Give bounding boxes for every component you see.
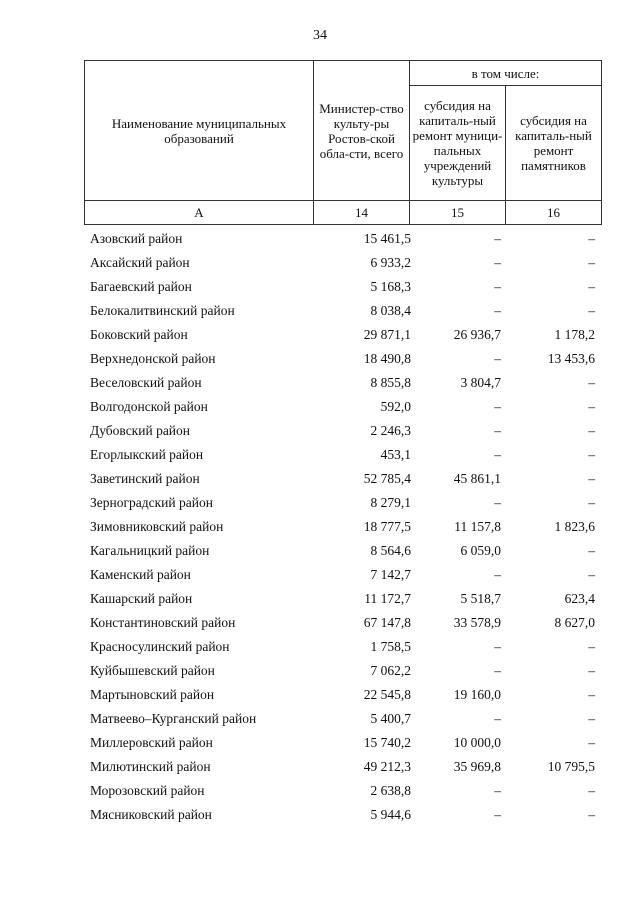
table-row: [84, 779, 601, 803]
row-name: Матвеево–Курганский район: [90, 711, 257, 726]
table-row: [84, 515, 601, 539]
row-name: Белокалитвинский район: [90, 303, 235, 318]
header-index-15: 15: [410, 201, 506, 225]
table-row: [84, 683, 601, 707]
cell-subsidy-institutions: 3 804,7: [460, 375, 501, 390]
cell-subsidy-monuments: –: [588, 687, 595, 702]
header-subsidy-monuments: субсидия на капиталь-ный ремонт памятников: [506, 86, 602, 201]
cell-ministry-total: 592,0: [380, 399, 411, 414]
table-row: [84, 539, 601, 563]
cell-ministry-total: 453,1: [380, 447, 411, 462]
table-row: [84, 323, 601, 347]
cell-subsidy-institutions: –: [494, 231, 501, 246]
table-row: [84, 635, 601, 659]
cell-ministry-total: 8 038,4: [370, 303, 411, 318]
cell-subsidy-monuments: –: [588, 807, 595, 822]
cell-subsidy-monuments: –: [588, 303, 595, 318]
cell-subsidy-institutions: –: [494, 303, 501, 318]
row-name: Азовский район: [90, 231, 183, 246]
cell-subsidy-institutions: –: [494, 423, 501, 438]
cell-subsidy-monuments: –: [588, 399, 595, 414]
table-row: [84, 299, 601, 323]
table-row: [84, 707, 601, 731]
row-name: Егорлыкский район: [90, 447, 204, 462]
cell-subsidy-institutions: 35 969,8: [453, 759, 501, 774]
row-name: Волгодонской район: [90, 399, 208, 414]
cell-subsidy-institutions: –: [494, 255, 501, 270]
cell-subsidy-institutions: –: [494, 351, 501, 366]
row-name: Верхнедонской район: [90, 351, 216, 366]
row-name: Дубовский район: [90, 423, 191, 438]
row-name: Кагальницкий район: [90, 543, 210, 558]
table-row: [84, 803, 601, 827]
table-row: [84, 395, 601, 419]
cell-subsidy-monuments: –: [588, 543, 595, 558]
row-name: Куйбышевский район: [90, 663, 215, 678]
cell-subsidy-monuments: 623,4: [564, 591, 595, 606]
row-name: Каменский район: [90, 567, 191, 582]
cell-subsidy-institutions: –: [494, 711, 501, 726]
row-name: Заветинский район: [90, 471, 200, 486]
cell-subsidy-monuments: 8 627,0: [554, 615, 595, 630]
cell-subsidy-monuments: –: [588, 711, 595, 726]
page-number: 34: [313, 28, 327, 43]
cell-ministry-total: 49 212,3: [363, 759, 411, 774]
cell-ministry-total: 11 172,7: [364, 591, 411, 606]
cell-subsidy-monuments: 10 795,5: [547, 759, 595, 774]
cell-ministry-total: 29 871,1: [363, 327, 411, 342]
row-name: Кашарский район: [90, 591, 193, 606]
header-ministry-column: Министер-ство культу-ры Ростов-ской обла-сти, всего: [314, 61, 410, 201]
cell-subsidy-monuments: –: [588, 567, 595, 582]
table-body: [84, 227, 601, 827]
cell-subsidy-monuments: –: [588, 639, 595, 654]
cell-subsidy-institutions: –: [494, 663, 501, 678]
cell-subsidy-institutions: 5 518,7: [460, 591, 501, 606]
row-name: Веселовский район: [90, 375, 202, 390]
table-row: [84, 611, 601, 635]
cell-subsidy-institutions: 26 936,7: [453, 327, 501, 342]
cell-subsidy-institutions: 6 059,0: [460, 543, 501, 558]
cell-ministry-total: 2 638,8: [370, 783, 411, 798]
row-name: Милютинский район: [90, 759, 211, 774]
row-name: Мартыновский район: [90, 687, 215, 702]
cell-ministry-total: 67 147,8: [363, 615, 411, 630]
cell-ministry-total: 18 777,5: [363, 519, 411, 534]
cell-ministry-total: 15 740,2: [363, 735, 411, 750]
row-name: Константиновский район: [90, 615, 236, 630]
cell-subsidy-monuments: –: [588, 447, 595, 462]
cell-subsidy-institutions: –: [494, 447, 501, 462]
row-name: Морозовский район: [90, 783, 205, 798]
row-name: Боковский район: [90, 327, 188, 342]
cell-ministry-total: 1 758,5: [370, 639, 411, 654]
cell-subsidy-monuments: –: [588, 279, 595, 294]
table-row: [84, 347, 601, 371]
row-name: Аксайский район: [90, 255, 190, 270]
cell-ministry-total: 5 168,3: [370, 279, 411, 294]
header-index-14: 14: [314, 201, 410, 225]
cell-ministry-total: 6 933,2: [370, 255, 411, 270]
cell-ministry-total: 8 564,6: [370, 543, 411, 558]
cell-ministry-total: 5 400,7: [370, 711, 411, 726]
table-row: [84, 467, 601, 491]
cell-subsidy-institutions: –: [494, 495, 501, 510]
cell-subsidy-monuments: –: [588, 255, 595, 270]
cell-subsidy-monuments: –: [588, 495, 595, 510]
cell-ministry-total: 2 246,3: [370, 423, 411, 438]
cell-subsidy-monuments: –: [588, 423, 595, 438]
cell-subsidy-monuments: –: [588, 783, 595, 798]
table-row: [84, 275, 601, 299]
cell-subsidy-monuments: 13 453,6: [547, 351, 595, 366]
row-name: Красносулинский район: [90, 639, 230, 654]
header-including: в том числе:: [410, 61, 602, 86]
cell-subsidy-monuments: –: [588, 735, 595, 750]
cell-subsidy-institutions: –: [494, 639, 501, 654]
cell-subsidy-monuments: 1 823,6: [554, 519, 595, 534]
cell-ministry-total: 7 062,2: [370, 663, 411, 678]
table-row: [84, 371, 601, 395]
cell-subsidy-institutions: –: [494, 783, 501, 798]
row-name: Зимовниковский район: [90, 519, 224, 534]
table-row: [84, 587, 601, 611]
table-row: [84, 443, 601, 467]
cell-subsidy-monuments: –: [588, 663, 595, 678]
row-name: Зерноградский район: [90, 495, 213, 510]
cell-ministry-total: 18 490,8: [363, 351, 411, 366]
cell-subsidy-institutions: 19 160,0: [453, 687, 501, 702]
cell-subsidy-institutions: –: [494, 807, 501, 822]
cell-subsidy-institutions: 11 157,8: [454, 519, 501, 534]
table-row: [84, 755, 601, 779]
cell-subsidy-institutions: –: [494, 279, 501, 294]
cell-subsidy-monuments: 1 178,2: [554, 327, 595, 342]
row-name: Миллеровский район: [90, 735, 213, 750]
cell-ministry-total: 22 545,8: [363, 687, 411, 702]
cell-ministry-total: 52 785,4: [363, 471, 411, 486]
row-name: Мясниковский район: [90, 807, 212, 822]
table-row: [84, 227, 601, 251]
row-name: Багаевский район: [90, 279, 192, 294]
cell-ministry-total: 8 855,8: [370, 375, 411, 390]
cell-ministry-total: 5 944,6: [370, 807, 411, 822]
table-row: [84, 491, 601, 515]
cell-subsidy-institutions: –: [494, 567, 501, 582]
header-subsidy-institutions: субсидия на капиталь-ный ремонт муници-пальных учреждений культуры: [410, 86, 506, 201]
table-row: [84, 659, 601, 683]
cell-subsidy-institutions: 10 000,0: [453, 735, 501, 750]
table-header: [84, 60, 602, 225]
header-index-a: А: [85, 201, 314, 225]
cell-subsidy-monuments: –: [588, 471, 595, 486]
table-row: [84, 731, 601, 755]
header-name-column: Наименование муниципальных образований: [85, 61, 314, 201]
table-row: [84, 563, 601, 587]
cell-subsidy-institutions: 45 861,1: [453, 471, 501, 486]
cell-subsidy-institutions: –: [494, 399, 501, 414]
header-index-16: 16: [506, 201, 602, 225]
cell-subsidy-monuments: –: [588, 375, 595, 390]
cell-ministry-total: 7 142,7: [370, 567, 411, 582]
table-row: [84, 251, 601, 275]
cell-ministry-total: 8 279,1: [370, 495, 411, 510]
cell-ministry-total: 15 461,5: [363, 231, 411, 246]
cell-subsidy-institutions: 33 578,9: [453, 615, 501, 630]
table-row: [84, 419, 601, 443]
cell-subsidy-monuments: –: [588, 231, 595, 246]
